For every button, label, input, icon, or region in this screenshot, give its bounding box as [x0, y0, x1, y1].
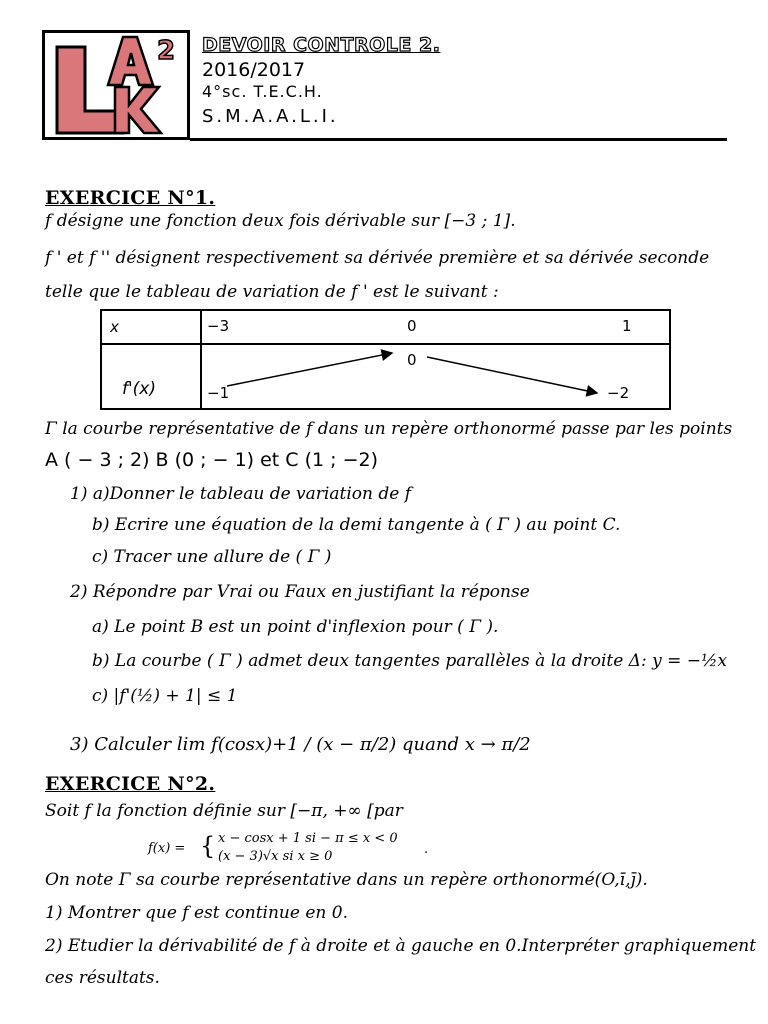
test-title: DEVOIR CONTROLE 2. — [202, 34, 441, 56]
question-2: 2) Répondre par Vrai ou Faux en justifiant la réponse — [70, 582, 530, 602]
table-fprime-value: 0 — [407, 351, 417, 369]
exercise-2-title: EXERCICE N°2. — [45, 773, 216, 795]
school-year: 2016/2017 — [202, 59, 306, 81]
piecewise-period: . — [424, 842, 429, 857]
ex2-question-1: 1) Montrer que f est continue en 0. — [45, 903, 348, 923]
question-2c: c) |f'(½) + 1| ≤ 1 — [92, 686, 238, 706]
variation-arrows — [102, 311, 669, 408]
table-x-value: 0 — [407, 317, 417, 335]
table-fprime-label: f'(x) — [122, 379, 156, 399]
ex2-question-2: 2) Etudier la dérivabilité de f à droite et à gauche en 0.Interpréter graphiquement — [45, 936, 757, 956]
table-fprime-value: −2 — [607, 384, 630, 402]
question-2b: b) La courbe ( Γ ) admet deux tangentes parallèles à la droite Δ: y = −½x — [92, 651, 728, 671]
ex1-points: A ( − 3 ; 2) B (0 ; − 1) et C (1 ; −2) — [45, 449, 379, 471]
piecewise-brace: { — [200, 832, 216, 860]
ex2-question-2-cont: ces résultats. — [45, 968, 160, 988]
exercise-1-title: EXERCICE N°1. — [45, 187, 216, 209]
ex2-line-1: Soit f la fonction définie sur [−π, +∞ [par — [45, 801, 403, 821]
question-1a: 1) a)Donner le tableau de variation de f — [70, 484, 411, 504]
ex1-line-1: f désigne une fonction deux fois dérivable sur [−3 ; 1]. — [45, 211, 516, 231]
logo — [42, 30, 190, 140]
question-3: 3) Calculer lim f(cosx)+1 / (x − π/2) quand x → π/2 — [70, 734, 531, 755]
decreasing-arrow — [427, 357, 597, 393]
table-fprime-value: −1 — [207, 384, 230, 402]
svg-text:2: 2 — [157, 36, 176, 66]
ex1-gamma-line: Γ la courbe représentative de f dans un repère orthonormé passe par les points — [45, 419, 733, 439]
class-level: 4°sc. T.E.C.H. — [202, 82, 323, 101]
question-1b: b) Ecrire une équation de la demi tangente à ( Γ ) au point C. — [92, 515, 621, 535]
table-x-value: −3 — [207, 317, 230, 335]
ex2-gamma-line: On note Γ sa courbe représentative dans un repère orthonormé(O,ī,j̄). — [45, 870, 648, 890]
header-rule — [190, 138, 727, 141]
piecewise-case-1: x − cosx + 1 si − π ≤ x < 0 — [218, 831, 398, 846]
increasing-arrow — [227, 353, 392, 386]
question-1c: c) Tracer une allure de ( Γ ) — [92, 547, 332, 567]
piecewise-case-2: (x − 3)√x si x ≥ 0 — [218, 849, 333, 864]
piecewise-label: f(x) = — [148, 841, 186, 856]
table-x-label: x — [110, 318, 119, 336]
table-x-value: 1 — [622, 317, 632, 335]
logo-graphic — [45, 33, 187, 137]
ex1-line-2: f ' et f '' désignent respectivement sa dérivée première et sa dérivée seconde — [45, 248, 710, 268]
ex1-line-3: telle que le tableau de variation de f ' est le suivant : — [45, 282, 499, 302]
question-2a: a) Le point B est un point d'inflexion pour ( Γ ). — [92, 617, 499, 637]
teacher-name: S.M.A.A.L.I. — [202, 106, 339, 127]
variation-table — [100, 309, 671, 410]
